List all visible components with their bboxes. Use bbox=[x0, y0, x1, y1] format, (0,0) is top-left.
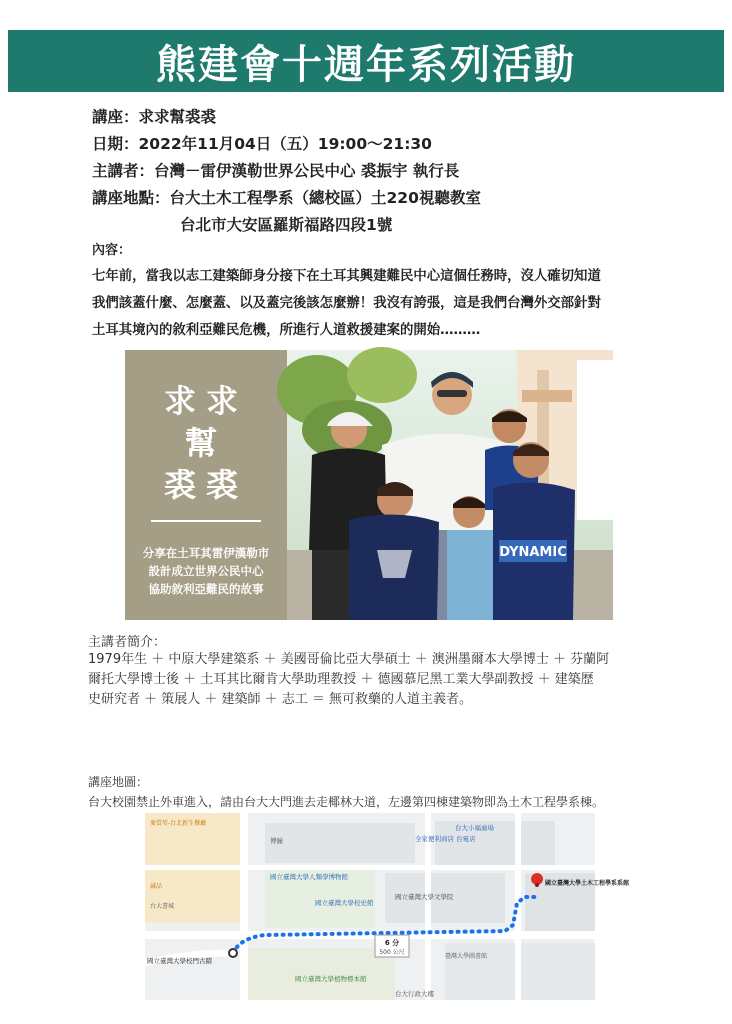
poster-title bbox=[125, 380, 287, 506]
content-body bbox=[92, 263, 652, 344]
poster-divider bbox=[151, 520, 261, 522]
poster-title-line: 裘裘 bbox=[163, 466, 248, 504]
map-label-library: 臺灣大學圖書館 bbox=[445, 953, 488, 960]
map-label-gate: 國立臺灣大學校門古蹟 bbox=[147, 957, 212, 965]
walk-distance: 500 公尺 bbox=[379, 949, 405, 956]
map-label-bookstore: 誠品 bbox=[150, 883, 163, 890]
map-label-museum: 國立臺灣大學人類學博物館 bbox=[270, 873, 348, 881]
map-label-plaza: 台大小福廣場 bbox=[455, 824, 494, 832]
map-label-admin: 台大行政大樓 bbox=[395, 990, 434, 998]
map-label-store: 全家便利商店 台電店 bbox=[415, 835, 476, 843]
content-heading: 內容： bbox=[92, 243, 132, 258]
bio-line: 爾托大學博士後 ＋ 土耳其比爾肯大學助理教授 ＋ 德國慕尼黑工業大學副教授 ＋ 建築歷 bbox=[88, 672, 594, 687]
map-description: 台大校園禁止外車進入，請由台大大門進去走椰林大道，左邊第四棟建築物即為土木工程學系棟。 bbox=[88, 795, 605, 809]
map-label-botanic: 國立臺灣大學植物標本館 bbox=[295, 975, 367, 983]
map-heading: 講座地圖： bbox=[88, 775, 149, 789]
title-banner bbox=[8, 30, 724, 92]
campus-map-drawing bbox=[145, 813, 630, 1000]
bio-heading: 主講者簡介： bbox=[88, 635, 167, 650]
map-label-civil: 國立臺灣大學土木工程學系系館 bbox=[545, 880, 630, 887]
event-speaker: 主講者：台灣－雷伊漢勒世界公民中心 裘振宇 執行長 bbox=[92, 162, 460, 180]
map-label-history: 國立臺灣大學校史館 bbox=[315, 899, 374, 907]
content-line: 七年前，當我以志工建築師身分接下在土耳其興建難民中心這個任務時，沒人確切知道 bbox=[92, 269, 601, 284]
map-label-cafe: 麥當勞-台北新生餐廳 bbox=[150, 820, 207, 827]
map-label-bookshop: 台大書城 bbox=[150, 903, 175, 910]
poster-title-line: 幫 bbox=[184, 424, 227, 462]
event-info bbox=[92, 104, 652, 239]
campus-map[interactable] bbox=[145, 813, 630, 1000]
shirt-text: DYNAMIC bbox=[499, 545, 567, 560]
event-date: 日期：2022年11月04日（五）19:00～21:30 bbox=[92, 135, 432, 153]
poster-subtitle-line: 設計成立世界公民中心 bbox=[148, 564, 264, 578]
content-line: 我們該蓋什麼、怎麼蓋、以及蓋完後該怎麼辦！我沒有誇張，這是我們台灣外交部針對 bbox=[92, 296, 601, 311]
event-poster bbox=[125, 350, 613, 620]
bio-line: 史研究者 ＋ 策展人 ＋ 建築師 ＋ 志工 ＝ 無可救藥的人道主義者。 bbox=[88, 692, 473, 707]
page-title: 熊建會十週年系列活動 bbox=[156, 41, 576, 88]
map-label-liberal-arts: 國立臺灣大學文學院 bbox=[395, 893, 454, 901]
poster-subtitle-line: 協助敘利亞難民的故事 bbox=[148, 582, 264, 596]
event-venue: 講座地點：台大土木工程學系（總校區）土220視聽教室 bbox=[92, 189, 481, 207]
group-photo-illustration bbox=[287, 350, 613, 620]
event-address: 台北市大安區羅斯福路四段1號 bbox=[180, 216, 393, 234]
bio-body bbox=[88, 650, 658, 710]
poster-title-line: 求求 bbox=[163, 382, 248, 420]
bio-line: 1979年生 ＋ 中原大學建築系 ＋ 美國哥倫比亞大學碩士 ＋ 澳洲墨爾本大學博士 ＋ 芬蘭阿 bbox=[88, 652, 610, 667]
poster-text-panel bbox=[125, 350, 287, 620]
poster-subtitle bbox=[125, 544, 287, 598]
group-photo bbox=[287, 350, 613, 620]
map-label-fu-bell: 傅鐘 bbox=[270, 837, 283, 845]
content-line: 土耳其境內的敘利亞難民危機，所進行人道救援建案的開始……… bbox=[92, 323, 481, 338]
walk-time: 6 分 bbox=[384, 939, 400, 947]
poster-subtitle-line: 分享在土耳其雷伊漢勒市 bbox=[142, 546, 270, 560]
lecture-title: 講座：求求幫裘裘 bbox=[92, 108, 217, 126]
